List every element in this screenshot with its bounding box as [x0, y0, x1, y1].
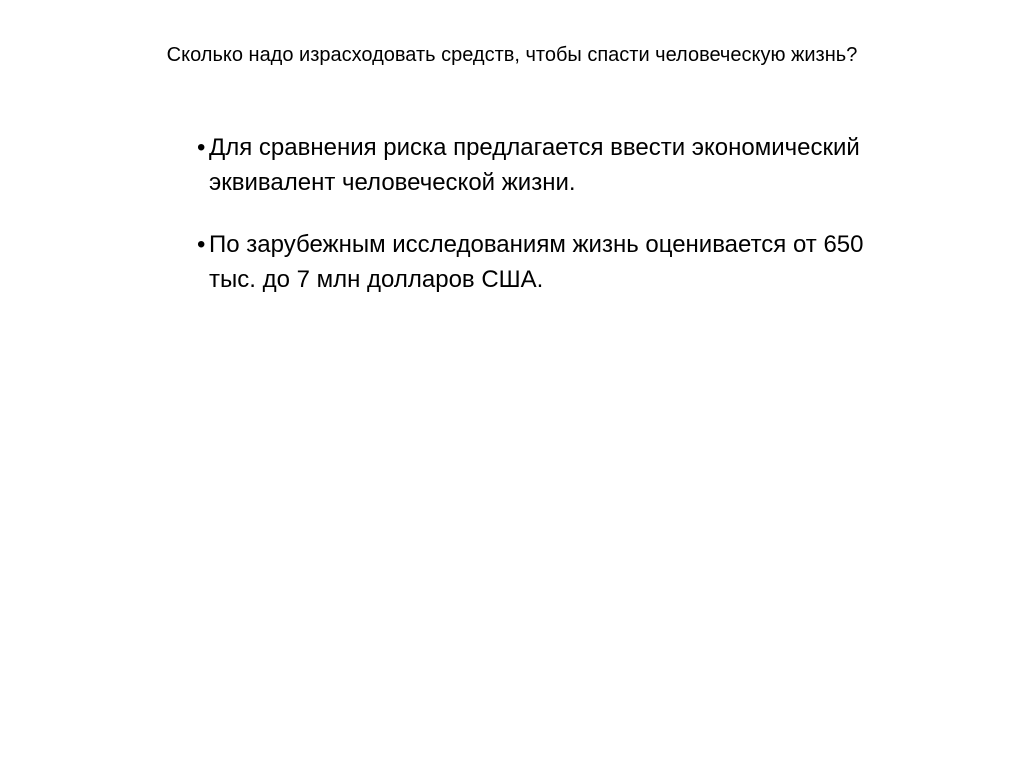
bullet-dot-icon: • [197, 134, 206, 161]
bullet-text: Для сравнения риска предлагается ввести экономический эквивалент человеческой жизни. [209, 134, 860, 196]
bullet-item [197, 130, 897, 200]
bullet-text: По зарубежным исследованиям жизнь оценивается от 650 тыс. до 7 млн долларов США. [209, 231, 864, 293]
bullet-list [197, 130, 897, 297]
bullet-item [197, 227, 897, 297]
bullet-dot-icon: • [197, 231, 206, 258]
slide-title: Сколько надо израсходовать средств, чтобы спасти человеческую жизнь? [166, 44, 858, 66]
